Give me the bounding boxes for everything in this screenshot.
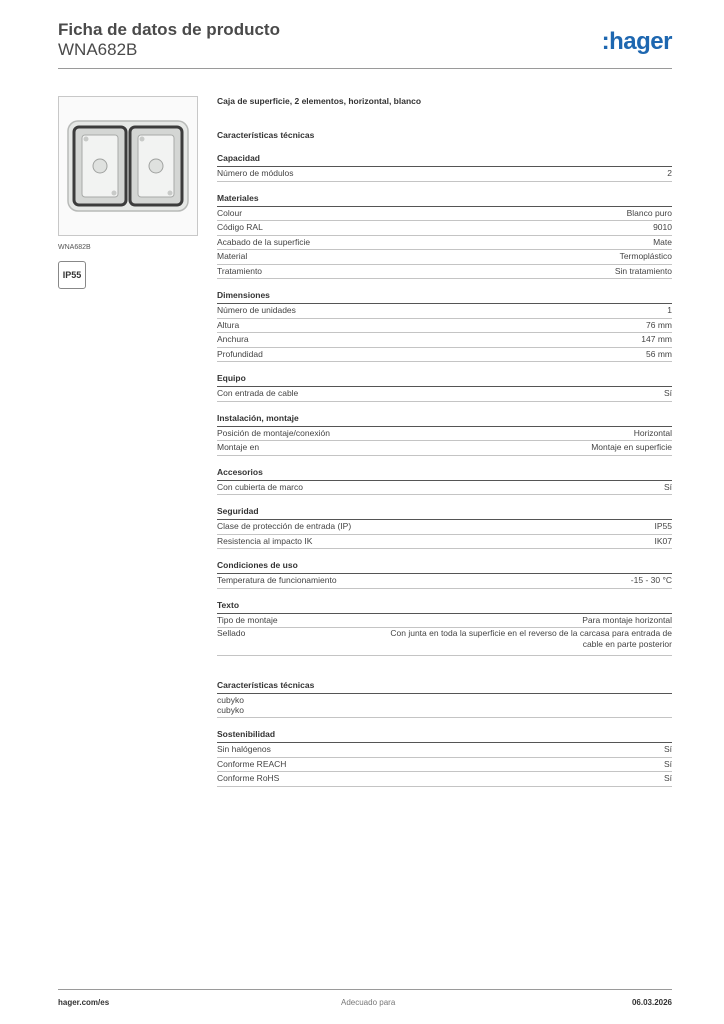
spec-label: Anchura	[217, 334, 249, 344]
ip-rating-badge: IP55	[58, 261, 86, 289]
image-caption: WNA682B	[58, 244, 91, 251]
spec-label: Con entrada de cable	[217, 388, 299, 398]
spec-row	[217, 427, 672, 442]
spec-row	[217, 574, 672, 589]
spec-row	[217, 535, 672, 550]
spec-value: Sí	[663, 773, 672, 783]
spec-value: Blanco puro	[626, 207, 672, 218]
spec-group-title: Condiciones de uso	[217, 560, 672, 574]
spec-row	[217, 758, 672, 773]
spec-group-title: Dimensiones	[217, 290, 672, 304]
spec-value: 56 mm	[646, 348, 672, 359]
sustainability-heading: Sostenibilidad	[217, 729, 672, 743]
spec-row	[217, 348, 672, 363]
product-description: Caja de superficie, 2 elementos, horizontal, blanco	[217, 96, 422, 106]
spec-value: Sí	[663, 744, 672, 754]
spec-value: 2	[667, 168, 672, 178]
spec-label: Posición de montaje/conexión	[217, 427, 330, 438]
spec-value: Sí	[663, 758, 672, 769]
spec-value: IP55	[654, 521, 672, 531]
spec-label: Tratamiento	[217, 265, 263, 276]
spec-label: Colour	[217, 207, 243, 218]
spec-value: Sí	[663, 388, 672, 398]
page-footer	[58, 998, 672, 1010]
spec-value: Montaje en superficie	[591, 442, 672, 452]
surface-box-illustration	[66, 119, 190, 213]
tech-lines	[217, 694, 672, 718]
spec-row	[217, 167, 672, 182]
spec-row	[217, 304, 672, 319]
spec-label: Número de módulos	[217, 168, 294, 178]
spec-row	[217, 207, 672, 222]
spec-label: Acabado de la superficie	[217, 236, 311, 247]
spec-row	[217, 743, 672, 758]
spec-row	[217, 319, 672, 334]
footer-center: Adecuado para	[341, 998, 396, 1007]
spec-row	[217, 614, 672, 629]
spec-group-title: Instalación, montaje	[217, 413, 672, 427]
spec-value: Para montaje horizontal	[582, 614, 672, 625]
spec-group-title: Equipo	[217, 373, 672, 387]
page-header	[58, 20, 672, 70]
spec-label: Sellado	[217, 628, 246, 638]
spec-label: Clase de protección de entrada (IP)	[217, 521, 352, 531]
tech-line: cubyko	[217, 705, 244, 715]
spec-row	[217, 441, 672, 456]
spec-label: Temperatura de funcionamiento	[217, 575, 337, 585]
footer-divider	[58, 989, 672, 990]
product-image	[58, 96, 198, 236]
spec-label: Sin halógenos	[217, 744, 271, 754]
spec-row	[217, 265, 672, 280]
spec-value: 1	[667, 305, 672, 315]
tech-heading-2: Características técnicas	[217, 680, 672, 694]
spec-label: Número de unidades	[217, 305, 296, 315]
spec-value: 76 mm	[646, 319, 672, 330]
spec-row	[217, 481, 672, 496]
spec-row	[217, 772, 672, 787]
spec-row	[217, 520, 672, 535]
spec-label: Conforme REACH	[217, 758, 287, 769]
spec-label: Profundidad	[217, 348, 263, 359]
left-column	[58, 96, 198, 289]
spec-value: Horizontal	[633, 427, 672, 438]
spec-group-title: Capacidad	[217, 153, 672, 167]
spec-row	[217, 333, 672, 348]
spec-value: Sin tratamiento	[614, 265, 672, 276]
spec-groups	[217, 142, 672, 656]
spec-row	[217, 236, 672, 251]
spec-row	[217, 387, 672, 402]
spec-label: Con cubierta de marco	[217, 481, 303, 492]
spec-group-title: Seguridad	[217, 506, 672, 520]
spec-label: Altura	[217, 319, 240, 330]
sustainability-rows	[217, 743, 672, 787]
spec-label: Montaje en	[217, 442, 260, 452]
footer-date: 06.03.2026	[631, 998, 672, 1007]
spec-group-title: Materiales	[217, 193, 672, 207]
spec-label: Conforme RoHS	[217, 773, 280, 783]
spec-label: Tipo de montaje	[217, 614, 278, 625]
footer-website[interactable]: hager.com/es	[58, 998, 110, 1007]
spec-value: Sí	[663, 481, 672, 492]
hager-logo: :hager	[601, 28, 672, 55]
spec-label: Material	[217, 251, 248, 261]
tech-heading: Características técnicas	[217, 130, 315, 140]
spec-row	[217, 628, 672, 656]
tech-line: cubyko	[217, 695, 244, 705]
spec-value: Termoplástico	[619, 251, 672, 261]
spec-row	[217, 221, 672, 236]
spec-value: 147 mm	[641, 334, 672, 344]
spec-value: Mate	[653, 236, 672, 247]
spec-label: Código RAL	[217, 222, 263, 232]
page-title: Ficha de datos de producto	[58, 20, 280, 39]
product-code: WNA682B	[58, 40, 138, 59]
spec-row	[217, 250, 672, 265]
spec-group-title: Accesorios	[217, 467, 672, 481]
header-divider	[58, 68, 672, 69]
spec-value: -15 - 30 °C	[630, 575, 672, 585]
spec-value: Con junta en toda la superficie en el reverso de la carcasa para entrada de cable en parte posterior	[390, 628, 672, 649]
spec-label: Resistencia al impacto IK	[217, 535, 313, 546]
spec-column	[217, 96, 672, 787]
spec-value: 9010	[653, 222, 672, 232]
spec-group-title: Texto	[217, 600, 672, 614]
spec-value: IK07	[654, 535, 672, 546]
